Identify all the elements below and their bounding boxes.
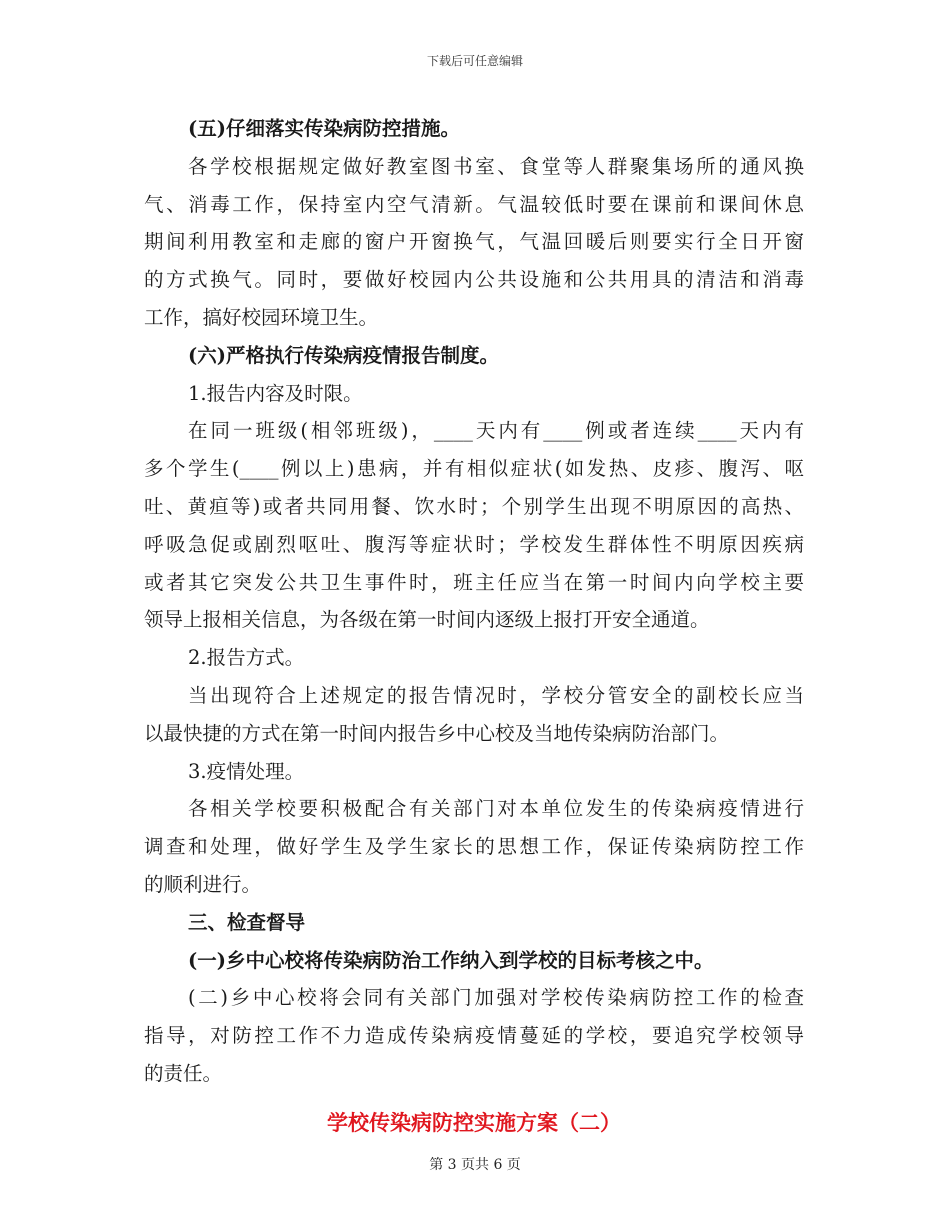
paragraph-line: 指导，对防控工作不力造成传染病疫情蔓延的学校，要追究学校领导 — [144, 1024, 804, 1048]
paragraph-line: 的方式换气。同时，要做好校园内公共设施和公共用具的清洁和消毒 — [144, 268, 804, 292]
subsection-heading-1: (一)乡中心校将传染病防治工作纳入到学校的目标考核之中。 — [188, 948, 714, 972]
paragraph-line: 在同一班级(相邻班级)，____天内有____例或者连续____天内有 — [188, 419, 804, 443]
item-heading-3: 3.疫情处理。 — [188, 759, 305, 783]
paragraph-line: 各相关学校要积极配合有关部门对本单位发生的传染病疫情进行 — [188, 797, 804, 821]
paragraph-line: 当出现符合上述规定的报告情况时，学校分管安全的副校长应当 — [188, 683, 804, 707]
paragraph-line: 吐、黄疸等)或者共同用餐、饮水时；个别学生出现不明原因的高热、 — [144, 494, 804, 518]
paragraph-line: 的顺利进行。 — [144, 872, 262, 896]
paragraph-line: 呼吸急促或剧烈呕吐、腹泻等症状时；学校发生群体性不明原因疾病 — [144, 532, 804, 556]
item-heading-2: 2.报告方式。 — [188, 646, 305, 670]
paragraph-line: 领导上报相关信息，为各级在第一时间内逐级上报打开安全通道。 — [144, 608, 710, 632]
document-body — [144, 110, 804, 1143]
page-header: 下载后可任意编辑 — [426, 54, 523, 68]
paragraph-line: 的责任。 — [144, 1061, 223, 1085]
paragraph-line: 工作，搞好校园环境卫生。 — [144, 305, 379, 329]
page-footer: 第 3 页共 6 页 — [429, 1157, 521, 1173]
section-heading-6: (六)严格执行传染病疫情报告制度。 — [188, 343, 499, 367]
item-heading-1: 1.报告内容及时限。 — [188, 381, 363, 405]
paragraph-line: 调查和处理，做好学生及学生家长的思想工作，保证传染病防控工作 — [144, 835, 804, 859]
section-heading-5: (五)仔细落实传染病防控措施。 — [188, 117, 460, 140]
paragraph-line: 期间利用教室和走廊的窗户开窗换气，气温回暖后则要实行全日开窗 — [144, 230, 804, 254]
paragraph-line: 或者其它突发公共卫生事件时，班主任应当在第一时间内向学校主要 — [144, 570, 804, 594]
paragraph-line: (二)乡中心校将会同有关部门加强对学校传染病防控工作的检查 — [188, 986, 804, 1010]
section-heading-3: 三、检查督导 — [188, 910, 306, 934]
paragraph-line: 气、消毒工作，保持室内空气清新。气温较低时要在课前和课间休息 — [144, 192, 804, 216]
document-title: 学校传染病防控实施方案（二） — [327, 1109, 621, 1135]
paragraph-line: 各学校根据规定做好教室图书室、食堂等人群聚集场所的通风换 — [188, 154, 804, 178]
paragraph-line: 以最快捷的方式在第一时间内报告乡中心校及当地传染病防治部门。 — [144, 721, 730, 745]
paragraph-line: 多个学生(____例以上)患病，并有相似症状(如发热、皮疹、腹泻、呕 — [144, 457, 804, 481]
